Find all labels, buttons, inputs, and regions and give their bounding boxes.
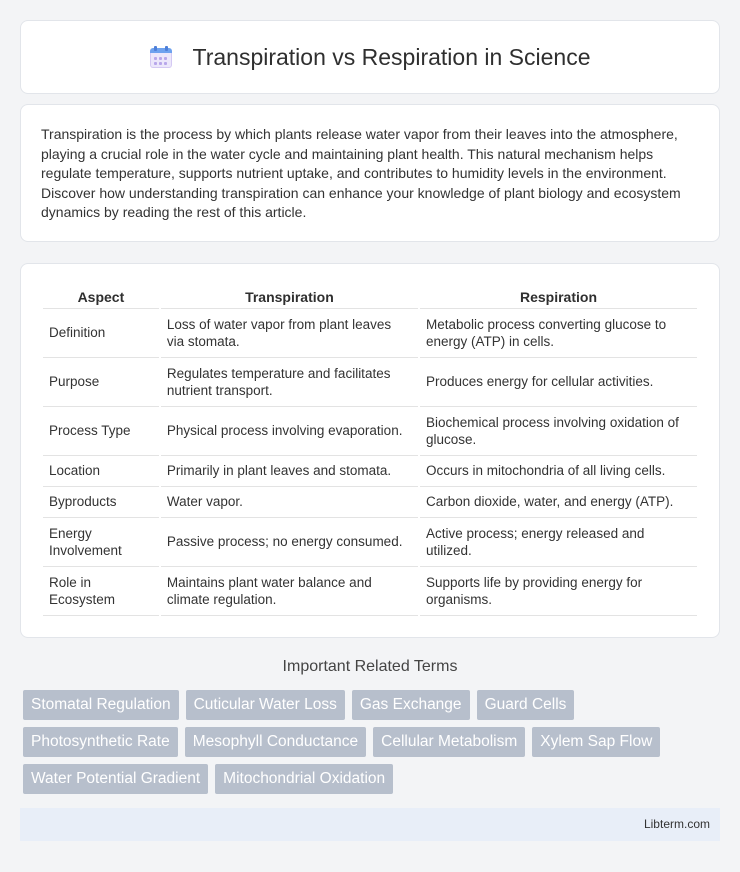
- related-term-tag[interactable]: Cuticular Water Loss: [186, 690, 345, 720]
- respiration-cell: Produces energy for cellular activities.: [420, 358, 697, 407]
- related-terms-heading: Important Related Terms: [282, 658, 458, 675]
- column-header: Aspect: [43, 284, 159, 309]
- aspect-cell: Location: [43, 456, 159, 487]
- intro-card: [20, 104, 720, 242]
- aspect-cell: Purpose: [43, 358, 159, 407]
- aspect-cell: Definition: [43, 309, 159, 358]
- footer: [20, 808, 720, 841]
- transpiration-cell: Physical process involving evaporation.: [161, 407, 418, 456]
- aspect-cell: Role in Ecosystem: [43, 567, 159, 616]
- title-card: [20, 20, 720, 94]
- aspect-cell: Process Type: [43, 407, 159, 456]
- column-header: Respiration: [420, 284, 697, 309]
- aspect-cell: Byproducts: [43, 487, 159, 518]
- comparison-table: [41, 284, 699, 616]
- transpiration-cell: Water vapor.: [161, 487, 418, 518]
- table-row: [43, 456, 697, 487]
- transpiration-cell: Primarily in plant leaves and stomata.: [161, 456, 418, 487]
- table-row: [43, 518, 697, 567]
- transpiration-cell: Regulates temperature and facilitates nutrient transport.: [161, 358, 418, 407]
- related-term-tag[interactable]: Photosynthetic Rate: [23, 727, 178, 757]
- respiration-cell: Supports life by providing energy for organisms.: [420, 567, 697, 616]
- calendar-icon: [150, 46, 172, 68]
- respiration-cell: Metabolic process converting glucose to energy (ATP) in cells.: [420, 309, 697, 358]
- related-term-tag[interactable]: Mesophyll Conductance: [185, 727, 366, 757]
- table-row: [43, 309, 697, 358]
- transpiration-cell: Passive process; no energy consumed.: [161, 518, 418, 567]
- table-row: [43, 407, 697, 456]
- transpiration-cell: Maintains plant water balance and climate regulation.: [161, 567, 418, 616]
- table-header-row: [43, 284, 697, 309]
- related-term-tag[interactable]: Cellular Metabolism: [373, 727, 525, 757]
- respiration-cell: Active process; energy released and utilized.: [420, 518, 697, 567]
- page-title: Transpiration vs Respiration in Science: [192, 43, 591, 70]
- footer-site-link[interactable]: Libterm.com: [643, 817, 710, 831]
- related-terms-list: [23, 690, 713, 801]
- related-term-tag[interactable]: Stomatal Regulation: [23, 690, 179, 720]
- related-term-tag[interactable]: Guard Cells: [477, 690, 575, 720]
- table-row: [43, 567, 697, 616]
- respiration-cell: Carbon dioxide, water, and energy (ATP).: [420, 487, 697, 518]
- comparison-card: [20, 263, 720, 638]
- related-term-tag[interactable]: Xylem Sap Flow: [532, 727, 660, 757]
- table-row: [43, 487, 697, 518]
- respiration-cell: Occurs in mitochondria of all living cells.: [420, 456, 697, 487]
- aspect-cell: Energy Involvement: [43, 518, 159, 567]
- column-header: Transpiration: [161, 284, 418, 309]
- transpiration-cell: Loss of water vapor from plant leaves via stomata.: [161, 309, 418, 358]
- intro-paragraph: Transpiration is the process by which plants release water vapor from their leaves into the atmosphere, playing a crucial role in the water cycle and maintaining plant health. This natural mechanism helps regulate temperature, supports nutrient uptake, and contributes to humidity levels in the environment. Discover how understanding transpiration can enhance your knowledge of plant biology and ecosystem dynamics by reading the rest of this article.: [41, 126, 681, 220]
- table-row: [43, 358, 697, 407]
- related-term-tag[interactable]: Mitochondrial Oxidation: [215, 764, 393, 794]
- related-term-tag[interactable]: Gas Exchange: [352, 690, 470, 720]
- related-term-tag[interactable]: Water Potential Gradient: [23, 764, 208, 794]
- respiration-cell: Biochemical process involving oxidation of glucose.: [420, 407, 697, 456]
